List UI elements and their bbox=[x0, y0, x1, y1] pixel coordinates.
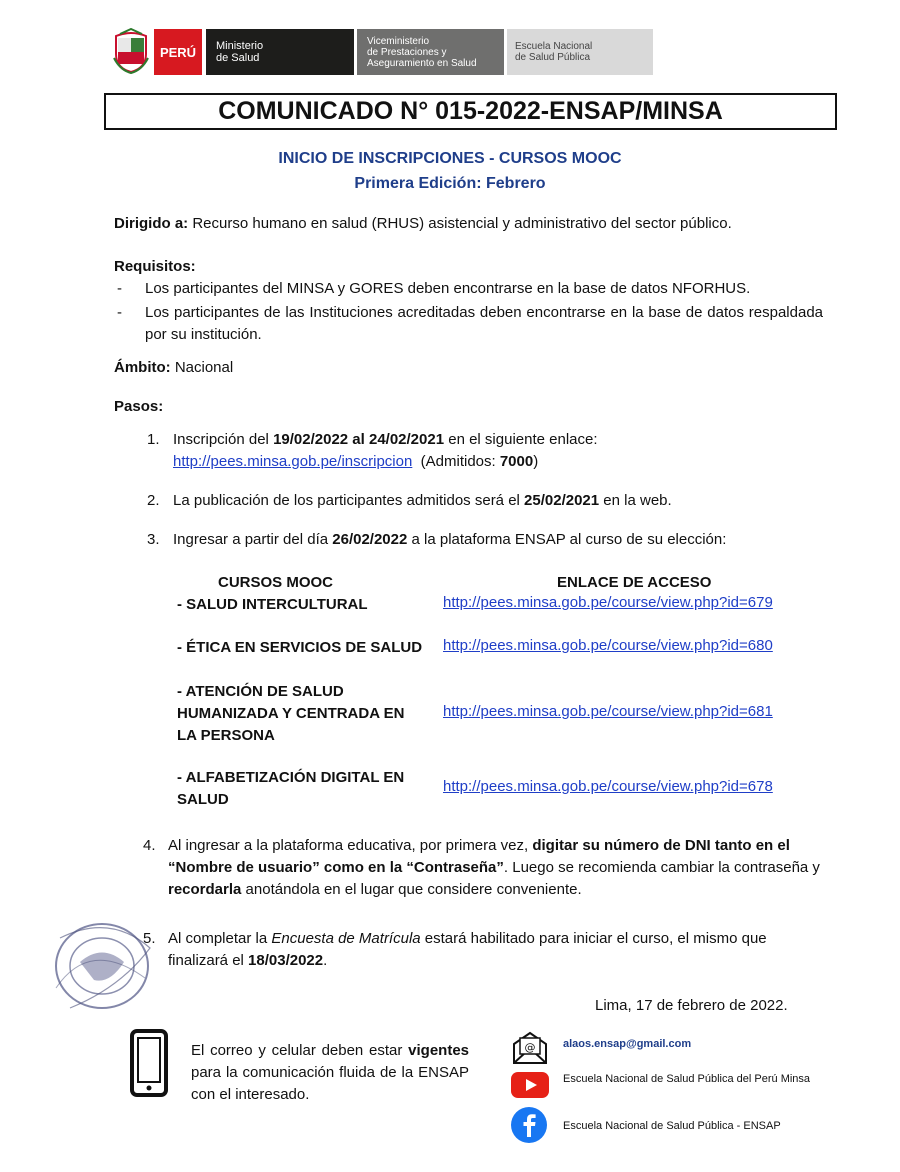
header-escuela: Escuela Nacional de Salud Pública bbox=[507, 29, 653, 75]
facebook-page[interactable]: Escuela Nacional de Salud Pública - ENSAP bbox=[563, 1120, 781, 1132]
svg-text:@: @ bbox=[524, 1041, 536, 1054]
step-4-text: Al ingresar a la plataforma educativa, por primera vez, digitar su número de DNI tanto en el “Nombre de usuario” como en la “Contraseña”. Luego se recomienda cambiar la contraseña y recordarla anotándola en el lugar que considere conveniente. bbox=[168, 837, 820, 898]
header-ministerio: Ministerio de Salud bbox=[206, 29, 354, 75]
mobile-phone-icon bbox=[129, 1028, 169, 1098]
course-name: - ATENCIÓN DE SALUD HUMANIZADA Y CENTRADA EN LA PERSONA bbox=[177, 683, 405, 744]
dirigido-paragraph: Dirigido a: Recurso humano en salud (RHUS) asistencial y administrativo del sector público. bbox=[114, 215, 732, 232]
bullet-dash: - bbox=[117, 280, 122, 297]
step-number: 4. bbox=[143, 837, 156, 854]
pasos-heading: Pasos: bbox=[114, 398, 164, 415]
course-link[interactable]: http://pees.minsa.gob.pe/course/view.php?id=678 bbox=[443, 778, 773, 795]
ambito-paragraph: Ámbito: Nacional bbox=[114, 359, 234, 376]
subtitle-inscripciones: INICIO DE INSCRIPCIONES - CURSOS MOOC bbox=[278, 150, 622, 167]
facebook-icon[interactable] bbox=[510, 1106, 548, 1144]
course-name: - ALFABETIZACIÓN DIGITAL EN SALUD bbox=[177, 769, 405, 808]
requisito-item: Los participantes del MINSA y GORES deben encontrarse en la base de datos NFORHUS. bbox=[145, 280, 751, 297]
course-link[interactable]: http://pees.minsa.gob.pe/course/view.php?id=679 bbox=[443, 594, 773, 611]
step-number: 5. bbox=[143, 930, 156, 947]
step-number: 1. bbox=[147, 431, 160, 448]
step-2-text: La publicación de los participantes admitidos será el 25/02/2021 en la web. bbox=[173, 492, 672, 509]
requisito-item: Los participantes de las Instituciones acreditadas deben encontrarse en la base de datos respaldada por su institución. bbox=[145, 304, 823, 343]
course-link[interactable]: http://pees.minsa.gob.pe/course/view.php?id=681 bbox=[443, 703, 773, 720]
contact-email[interactable]: alaos.ensap@gmail.com bbox=[563, 1038, 692, 1050]
bullet-dash: - bbox=[117, 304, 122, 321]
youtube-channel[interactable]: Escuela Nacional de Salud Pública del Perú Minsa bbox=[563, 1073, 811, 1085]
page-title: COMUNICADO N° 015-2022-ENSAP/MINSA bbox=[104, 93, 837, 130]
course-name: - SALUD INTERCULTURAL bbox=[177, 596, 368, 613]
contact-notice: El correo y celular deben estar vigentes para la comunicación fluida de la ENSAP con el interesado. bbox=[191, 1042, 469, 1103]
coat-of-arms-logo bbox=[112, 28, 150, 74]
step-number: 2. bbox=[147, 492, 160, 509]
courses-column-header: CURSOS MOOC bbox=[218, 574, 334, 591]
inscripcion-link[interactable]: http://pees.minsa.gob.pe/inscripcion bbox=[173, 453, 413, 470]
email-icon bbox=[511, 1030, 549, 1066]
header-viceministerio: Viceministerio de Prestaciones y Aseguramiento en Salud bbox=[357, 29, 504, 75]
subtitle-edicion: Primera Edición: Febrero bbox=[354, 175, 546, 192]
step-5-text: Al completar la Encuesta de Matrícula estará habilitado para iniciar el curso, el mismo que finalizará el 18/03/2022. bbox=[168, 930, 767, 969]
youtube-icon[interactable] bbox=[510, 1068, 550, 1102]
course-name: - ÉTICA EN SERVICIOS DE SALUD bbox=[177, 639, 423, 656]
document-date: Lima, 17 de febrero de 2022. bbox=[595, 997, 788, 1014]
step-1-text: Inscripción del 19/02/2022 al 24/02/2021 en el siguiente enlace: http://pees.minsa.gob.pe/inscripcion (Admitidos: 7000) bbox=[173, 431, 598, 470]
links-column-header: ENLACE DE ACCESO bbox=[557, 574, 712, 591]
header-peru-badge: PERÚ bbox=[154, 29, 202, 75]
course-link[interactable]: http://pees.minsa.gob.pe/course/view.php?id=680 bbox=[443, 637, 773, 654]
requisitos-heading: Requisitos: bbox=[114, 258, 196, 275]
step-3-text: Ingresar a partir del día 26/02/2022 a la plataforma ENSAP al curso de su elección: bbox=[173, 531, 727, 548]
step-number: 3. bbox=[147, 531, 160, 548]
